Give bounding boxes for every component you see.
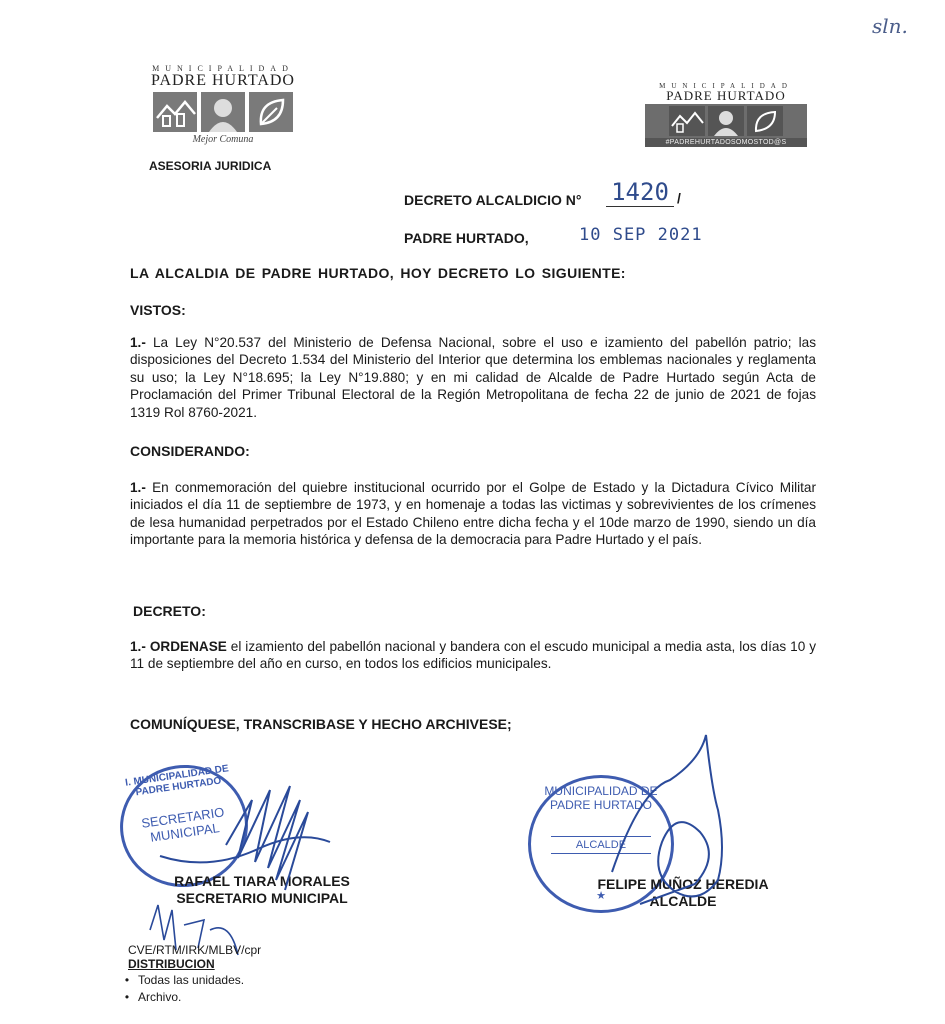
- decreto-title: DECRETO:: [133, 603, 206, 619]
- logo-icons: [143, 92, 303, 132]
- signatory-secretario: [130, 873, 394, 907]
- decreto-text: el izamiento del pabellón nacional y bandera con el escudo municipal a media asta, los días 10 y 11 de septiembre del año en curso, en todos los edificios municipales.: [130, 639, 816, 672]
- portrait-icon: [708, 106, 744, 136]
- considerando-number: 1.-: [130, 480, 146, 495]
- distribution-title: DISTRIBUCION: [128, 957, 215, 971]
- decree-number: 1420: [606, 178, 674, 207]
- logo-icons: [645, 104, 807, 138]
- logo-tagline: #PADREHURTADOSOMOSTOD@S: [645, 138, 807, 147]
- logo-slogan: Mejor Comuna: [192, 134, 254, 145]
- considerando-text: En conmemoración del quiebre institucional ocurrido por el Golpe de Estado y la Dictadura Cívico Militar iniciados el día 11 de septiembre de 1973, y en homenaje a todas las victimas y sobrevivientes de los crímenes de lesa humanidad perpetrados por el Estado Chileno entre dicha fecha y el 10de marzo de 1990, siendo un día importante para la memoria histórica y defensa de la democracia para Padre Hurtado y el país.: [130, 480, 816, 548]
- closing-statement: COMUNÍQUESE, TRANSCRIBASE Y HECHO ARCHIVESE;: [130, 716, 512, 732]
- intro-heading: LA ALCALDIA DE PADRE HURTADO, HOY DECRETO LO SIGUIENTE:: [130, 265, 626, 281]
- stamp-center-text: ALCALDE: [551, 836, 651, 854]
- reference-codes: CVE/RTM/IRK/MLBV/cpr: [128, 943, 262, 957]
- place-label: PADRE HURTADO,: [404, 230, 529, 246]
- decreto-keyword: ORDENASE: [149, 639, 227, 654]
- stamp-rim-text: I. MUNICIPALIDAD DE PADRE HURTADO: [124, 763, 230, 799]
- signatory-title: ALCALDE: [649, 893, 717, 909]
- signatory-name: FELIPE MUÑOZ HEREDIA: [597, 876, 769, 892]
- stamp-center-text: SECRETARIO MUNICIPAL: [140, 804, 226, 845]
- municipality-logo-left: [143, 64, 303, 145]
- department-label: ASESORIA JURIDICA: [149, 159, 272, 173]
- list-item: • Archivo.: [116, 989, 244, 1006]
- portrait-icon: [201, 92, 245, 132]
- considerando-paragraph: [130, 479, 816, 549]
- logo-muni-text: MUNICIPALIDAD: [659, 82, 793, 90]
- stamp-star-icon: ★: [596, 890, 606, 902]
- decreto-paragraph: [130, 638, 816, 673]
- decreto-number: 1.-: [130, 639, 146, 654]
- leaf-icon: [249, 92, 293, 132]
- considerando-title: CONSIDERANDO:: [130, 443, 250, 459]
- vistos-title: VISTOS:: [130, 302, 186, 318]
- logo-muni-text: MUNICIPALIDAD: [152, 64, 294, 73]
- vistos-paragraph: [130, 334, 816, 421]
- houses-icon: [669, 106, 705, 136]
- distribution-list: [116, 972, 244, 1006]
- houses-icon: [153, 92, 197, 132]
- decree-label: DECRETO ALCALDICIO N°: [404, 192, 582, 208]
- signatory-alcalde: [588, 876, 778, 910]
- logo-name-text: PADRE HURTADO: [666, 88, 786, 103]
- stamp-rim-text: MUNICIPALIDAD DE PADRE HURTADO: [544, 784, 658, 812]
- vistos-text: La Ley N°20.537 del Ministerio de Defensa Nacional, sobre el uso e izamiento del pabellón patrio; las disposiciones del Decreto 1.534 del Ministerio del Interior que determina los emblemas nacionales y reglamenta su uso; la Ley N°18.695; la Ley N°19.880; y en mi calidad de Alcalde de Padre Hurtado según Acta de Proclamación del Primer Tribunal Electoral de la Región Metropolitana de fecha 22 de junio de 2021 de fojas 1319 Rol 8760-2021.: [130, 335, 816, 420]
- decree-suffix: /: [677, 190, 681, 206]
- signatory-name: RAFAEL TIARA MORALES: [174, 873, 350, 889]
- date-stamp: 10 SEP 2021: [579, 225, 703, 245]
- signatory-title: SECRETARIO MUNICIPAL: [176, 890, 348, 906]
- list-item: • Todas las unidades.: [116, 972, 244, 989]
- municipality-logo-right: [645, 82, 807, 147]
- handwritten-note: sln.: [872, 14, 908, 38]
- leaf-icon: [747, 106, 783, 136]
- logo-name-text: PADRE HURTADO: [151, 72, 295, 89]
- vistos-number: 1.-: [130, 335, 146, 350]
